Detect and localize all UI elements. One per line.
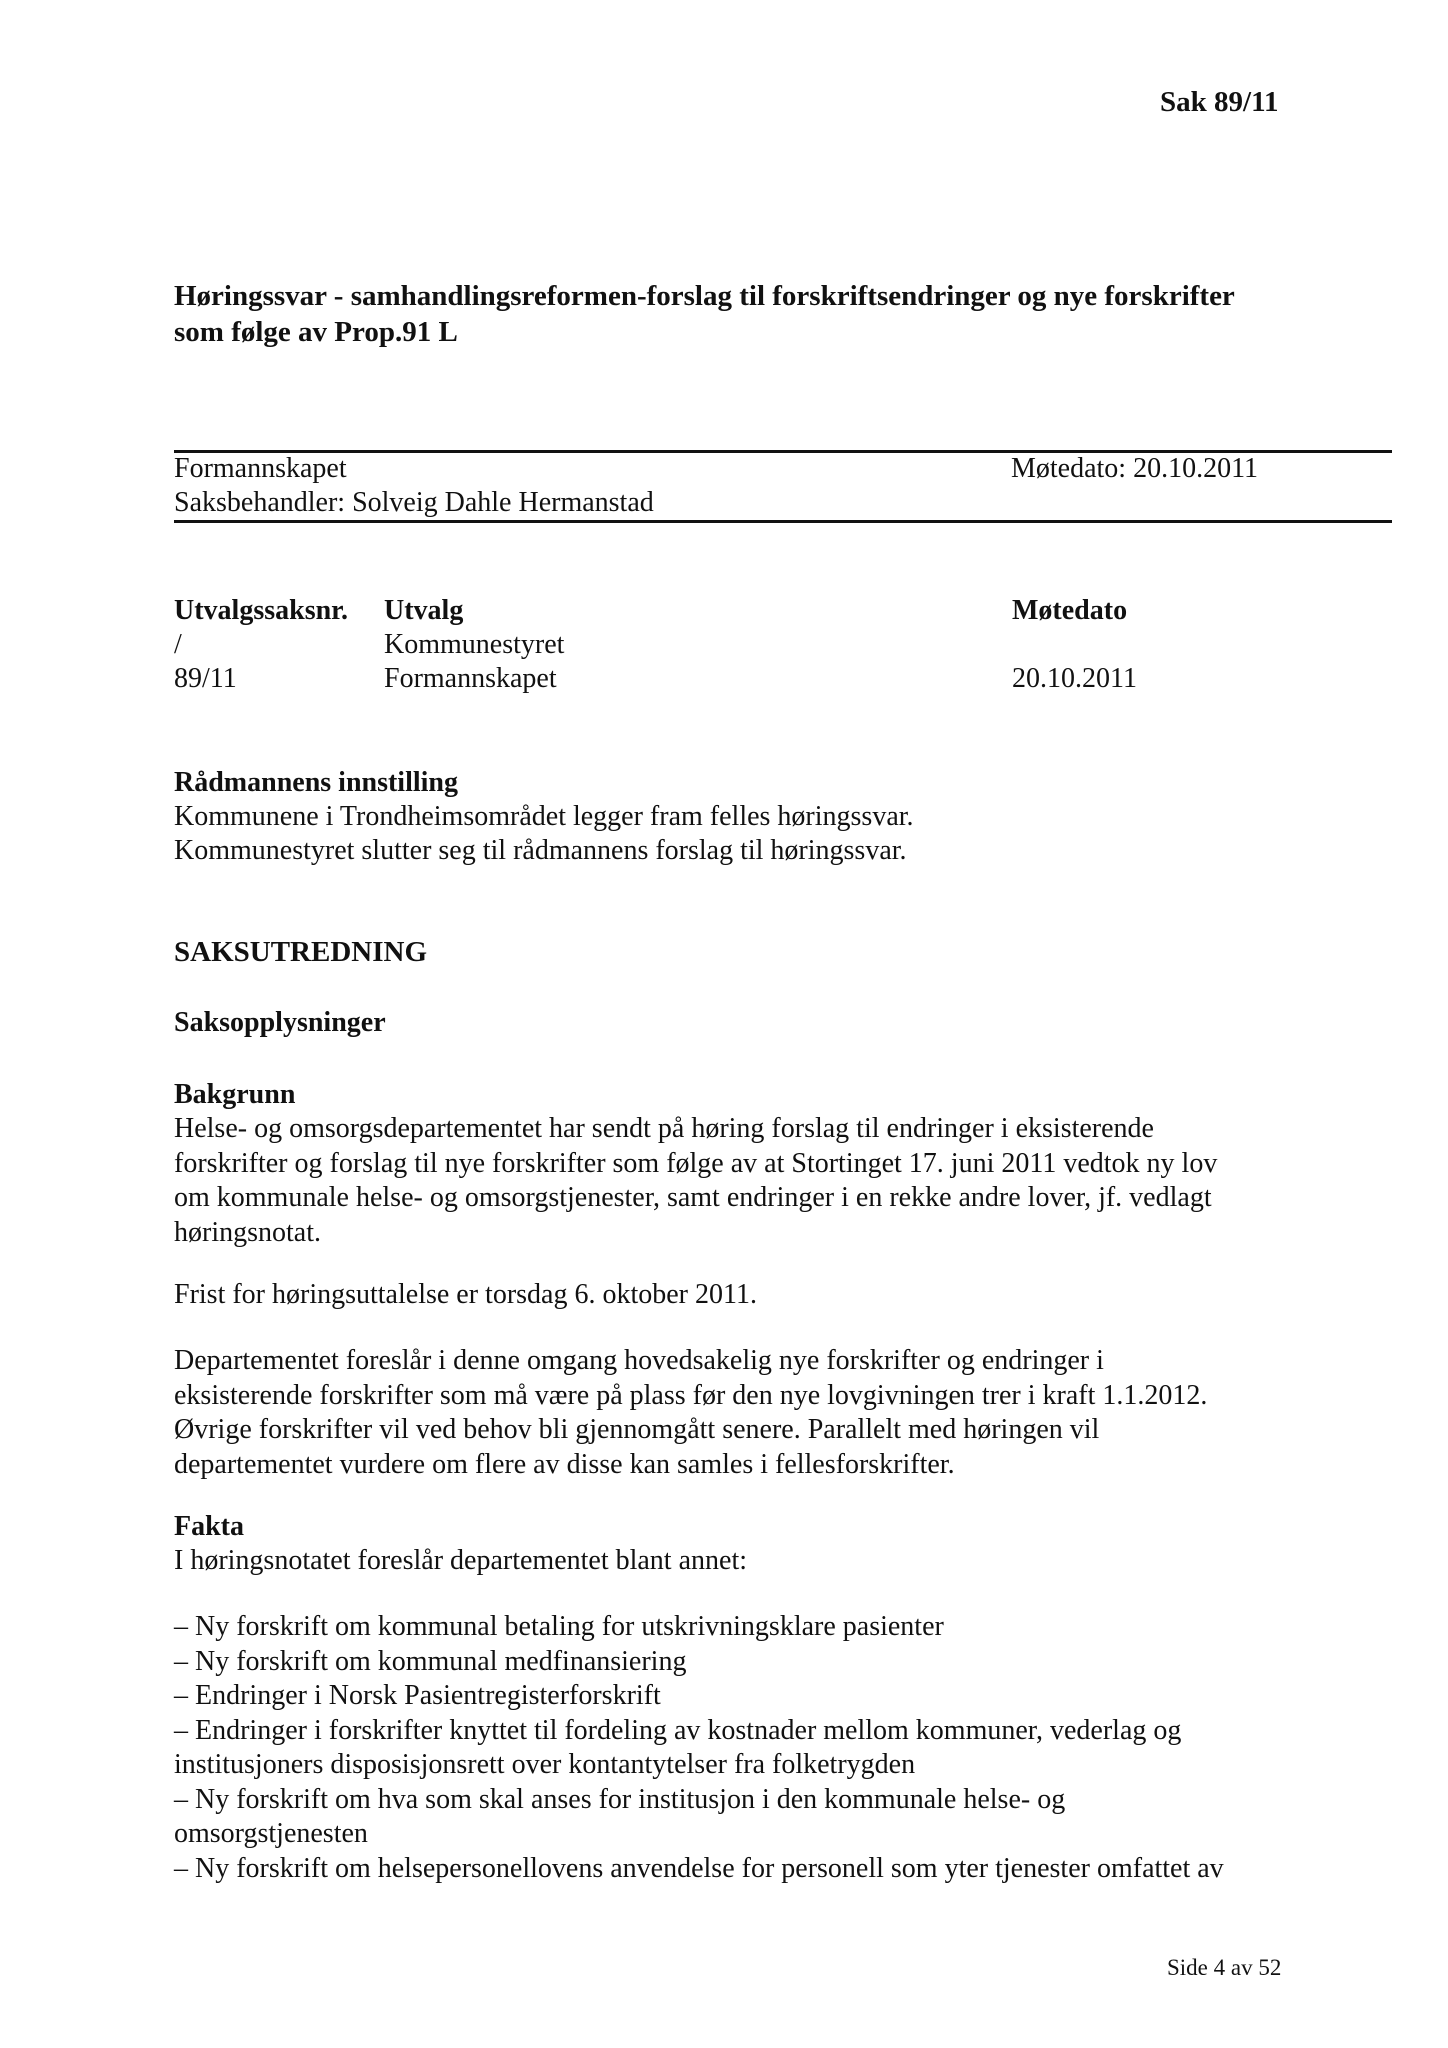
background-paragraph — [174, 1112, 1314, 1250]
paragraph-line: forskrifter og forslag til nye forskrifter som følge av at Stortinget 17. juni 2011 vedtok ny lov — [174, 1147, 1218, 1179]
document-title-line: Høringssvar - samhandlingsreformen-forslag til forskriftsendringer og nye forskrifter — [174, 280, 1235, 312]
recommendation-text: Kommunene i Trondheimsområdet legger fram felles høringssvar. — [174, 801, 914, 832]
facts-list — [174, 1610, 1224, 1886]
facts-heading: Fakta — [174, 1511, 244, 1542]
case-table-cell: 20.10.2011 — [1012, 663, 1137, 694]
recommendation-heading: Rådmannens innstilling — [174, 767, 458, 798]
department-paragraph — [174, 1344, 1207, 1482]
list-item: – Ny forskrift om kommunal medfinansiering — [174, 1645, 687, 1677]
background-heading: Bakgrunn — [174, 1079, 296, 1110]
case-table-cell: Formannskapet — [384, 663, 557, 694]
case-table-cell: / — [174, 629, 182, 660]
paragraph-line: Øvrige forskrifter vil ved behov bli gjennomgått senere. Parallelt med høringen vil — [174, 1414, 1100, 1445]
list-item: omsorgstjenesten — [174, 1818, 368, 1849]
case-table-cell: Kommunestyret — [384, 629, 565, 660]
recommendation-text: Kommunestyret slutter seg til rådmannens forslag til høringssvar. — [174, 835, 907, 866]
case-table-header: Utvalg — [384, 595, 464, 626]
meeting-body: Formannskapet — [174, 453, 347, 484]
page-number: Side 4 av 52 — [1167, 1955, 1282, 1980]
list-item: institusjoners disposisjonsrett over kontantytelser fra folketrygden — [174, 1749, 916, 1780]
facts-intro: I høringsnotatet foreslår departementet blant annet: — [174, 1545, 748, 1576]
list-item: – Ny forskrift om helsepersonellovens anvendelse for personell som yter tjenester omfattet av — [174, 1852, 1224, 1884]
meeting-date: Møtedato: 20.10.2011 — [1011, 453, 1259, 484]
paragraph-line: Departementet foreslår i denne omgang hovedsakelig nye forskrifter og endringer i — [174, 1345, 1104, 1376]
caseworker: Saksbehandler: Solveig Dahle Hermanstad — [174, 487, 654, 518]
list-item: – Ny forskrift om kommunal betaling for utskrivningsklare pasienter — [174, 1611, 944, 1642]
paragraph-line: høringsnotat. — [174, 1216, 321, 1248]
paragraph-line: departementet vurdere om flere av disse kan samles i fellesforskrifter. — [174, 1448, 955, 1480]
paragraph-line: Helse- og omsorgsdepartementet har sendt på høring forslag til endringer i eksisterende — [174, 1113, 1154, 1144]
list-item: – Endringer i forskrifter knyttet til fordeling av kostnader mellom kommuner, vederlag og — [174, 1714, 1182, 1746]
section-title: SAKSUTREDNING — [174, 936, 427, 968]
paragraph-line: om kommunale helse- og omsorgstjenester, samt endringer i en rekke andre lover, jf. vedlagt — [174, 1182, 1212, 1213]
case-table-cell: 89/11 — [174, 663, 237, 694]
document-title-line: som følge av Prop.91 L — [174, 316, 458, 348]
deadline-text: Frist for høringsuttalelse er torsdag 6. oktober 2011. — [174, 1279, 757, 1310]
divider-bottom — [174, 520, 1392, 523]
document-title — [174, 278, 1304, 350]
list-item: – Ny forskrift om hva som skal anses for institusjon i den kommunale helse- og — [174, 1783, 1066, 1815]
sak-number: Sak 89/11 — [1160, 86, 1279, 118]
case-table-header: Møtedato — [1012, 595, 1128, 626]
case-table-header: Utvalgssaksnr. — [174, 595, 349, 626]
subsection-title: Saksopplysninger — [174, 1007, 386, 1038]
list-item: – Endringer i Norsk Pasientregisterforskrift — [174, 1680, 661, 1711]
paragraph-line: eksisterende forskrifter som må være på plass før den nye lovgivningen trer i kraft 1.1.2012. — [174, 1379, 1208, 1411]
